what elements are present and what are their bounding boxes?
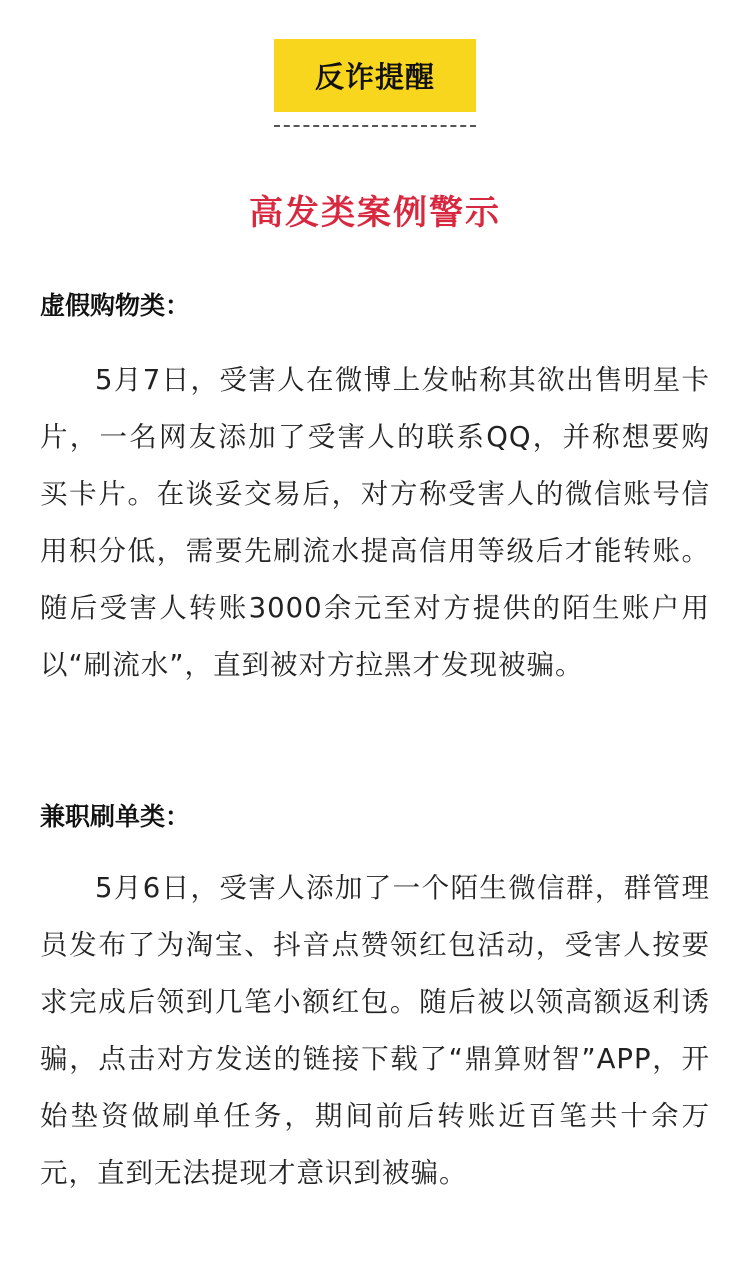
section-body-fake-shopping: 5月7日，受害人在微博上发帖称其欲出售明星卡片，一名网友添加了受害人的联系QQ，并称想要购买卡片。在谈妥交易后，对方称受害人的微信账号信用积分低，需要先刷流水提高信用等级后才能转账。随后受害人转账3000余元至对方提供的陌生账户用以“刷流水”，直到被对方拉黑才发现被骗。 [40, 364, 710, 681]
dashed-divider [274, 125, 476, 127]
article-title: 高发类案例警示 [249, 193, 501, 233]
section-heading-fake-shopping: 虚假购物类： [40, 291, 191, 320]
anti-fraud-badge: 反诈提醒 [274, 39, 476, 112]
section-body-part-time-order-brushing: 5月6日，受害人添加了一个陌生微信群，群管理员发布了为淘宝、抖音点赞领红包活动，受害人按要求完成后领到几笔小额红包。随后被以领高额返利诱骗，点击对方发送的链接下载了“鼎算财智”APP，开始垫资做刷单任务，期间前后转账近百笔共十余万元，直到无法提现才意识到被骗。 [40, 872, 710, 1189]
section-heading-part-time-order-brushing: 兼职刷单类： [40, 802, 191, 831]
